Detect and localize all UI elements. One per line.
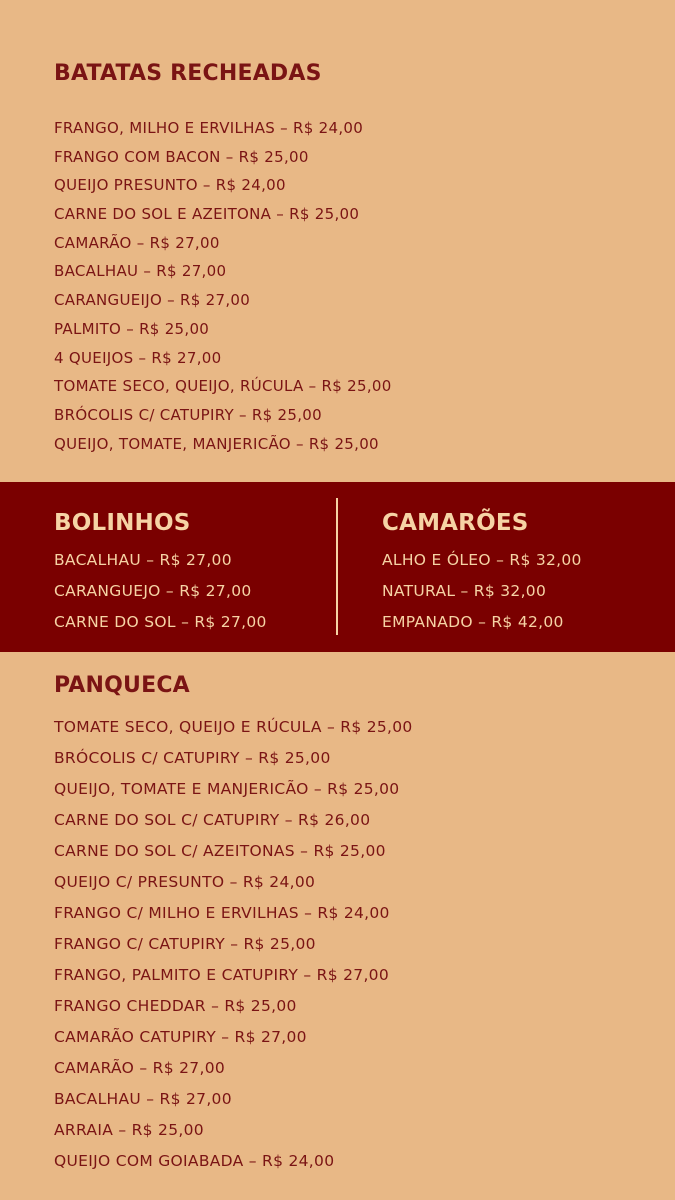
batatas-list [54, 118, 392, 462]
bolinhos-camaroes-band [0, 482, 675, 652]
menu-item: CARANGUEIJO – R$ 27,00 [54, 291, 251, 310]
menu-item: 4 QUEIJOS – R$ 27,00 [54, 348, 222, 367]
menu-item: CAMARÃO – R$ 27,00 [54, 1059, 226, 1077]
panqueca-title: PANQUECA [54, 673, 190, 698]
menu-item: QUEIJO COM GOIABADA – R$ 24,00 [54, 1152, 335, 1170]
menu-item: BRÓCOLIS C/ CATUPIRY – R$ 25,00 [54, 749, 331, 767]
menu-item: CARNE DO SOL E AZEITONA – R$ 25,00 [54, 205, 360, 224]
menu-item: CAMARÃO – R$ 27,00 [54, 233, 220, 252]
menu-item: ALHO E ÓLEO – R$ 32,00 [382, 551, 582, 569]
camaroes-title: CAMARÕES [382, 510, 529, 536]
menu-item: TOMATE SECO, QUEIJO, RÚCULA – R$ 25,00 [54, 377, 392, 396]
menu-item: NATURAL – R$ 32,00 [382, 582, 547, 600]
menu-item: CARANGUEJO – R$ 27,00 [54, 582, 252, 600]
menu-item: FRANGO, MILHO E ERVILHAS – R$ 24,00 [54, 119, 364, 137]
menu-item: EMPANADO – R$ 42,00 [382, 613, 564, 631]
menu-item: QUEIJO, TOMATE E MANJERICÃO – R$ 25,00 [54, 780, 400, 798]
panqueca-list [54, 717, 413, 1182]
menu-item: BACALHAU – R$ 27,00 [54, 551, 232, 569]
menu-item: CARNE DO SOL C/ AZEITONAS – R$ 25,00 [54, 842, 386, 860]
menu-item: QUEIJO, TOMATE, MANJERICÃO – R$ 25,00 [54, 434, 379, 453]
menu-item: FRANGO C/ CATUPIRY – R$ 25,00 [54, 935, 316, 953]
menu-item: FRANGO COM BACON – R$ 25,00 [54, 147, 309, 166]
band-divider [336, 498, 338, 635]
menu-item: TOMATE SECO, QUEIJO E RÚCULA – R$ 25,00 [54, 718, 413, 736]
menu-item: QUEIJO C/ PRESUNTO – R$ 24,00 [54, 873, 316, 891]
menu-item: FRANGO CHEDDAR – R$ 25,00 [54, 997, 297, 1015]
menu-item: BRÓCOLIS C/ CATUPIRY – R$ 25,00 [54, 405, 322, 424]
camaroes-list [382, 550, 582, 643]
menu-item: BACALHAU – R$ 27,00 [54, 262, 227, 281]
bolinhos-list [54, 550, 267, 643]
bolinhos-title: BOLINHOS [54, 510, 191, 536]
batatas-title: BATATAS RECHEADAS [54, 61, 322, 86]
menu-item: BACALHAU – R$ 27,00 [54, 1090, 232, 1108]
menu-item: ARRAIA – R$ 25,00 [54, 1121, 204, 1139]
menu-item: PALMITO – R$ 25,00 [54, 319, 210, 338]
menu-item: FRANGO C/ MILHO E ERVILHAS – R$ 24,00 [54, 904, 390, 922]
menu-item: QUEIJO PRESUNTO – R$ 24,00 [54, 176, 286, 195]
menu-item: CAMARÃO CATUPIRY – R$ 27,00 [54, 1028, 307, 1046]
menu-item: CARNE DO SOL C/ CATUPIRY – R$ 26,00 [54, 811, 371, 829]
menu-item: FRANGO, PALMITO E CATUPIRY – R$ 27,00 [54, 966, 390, 984]
menu-item: CARNE DO SOL – R$ 27,00 [54, 613, 267, 631]
